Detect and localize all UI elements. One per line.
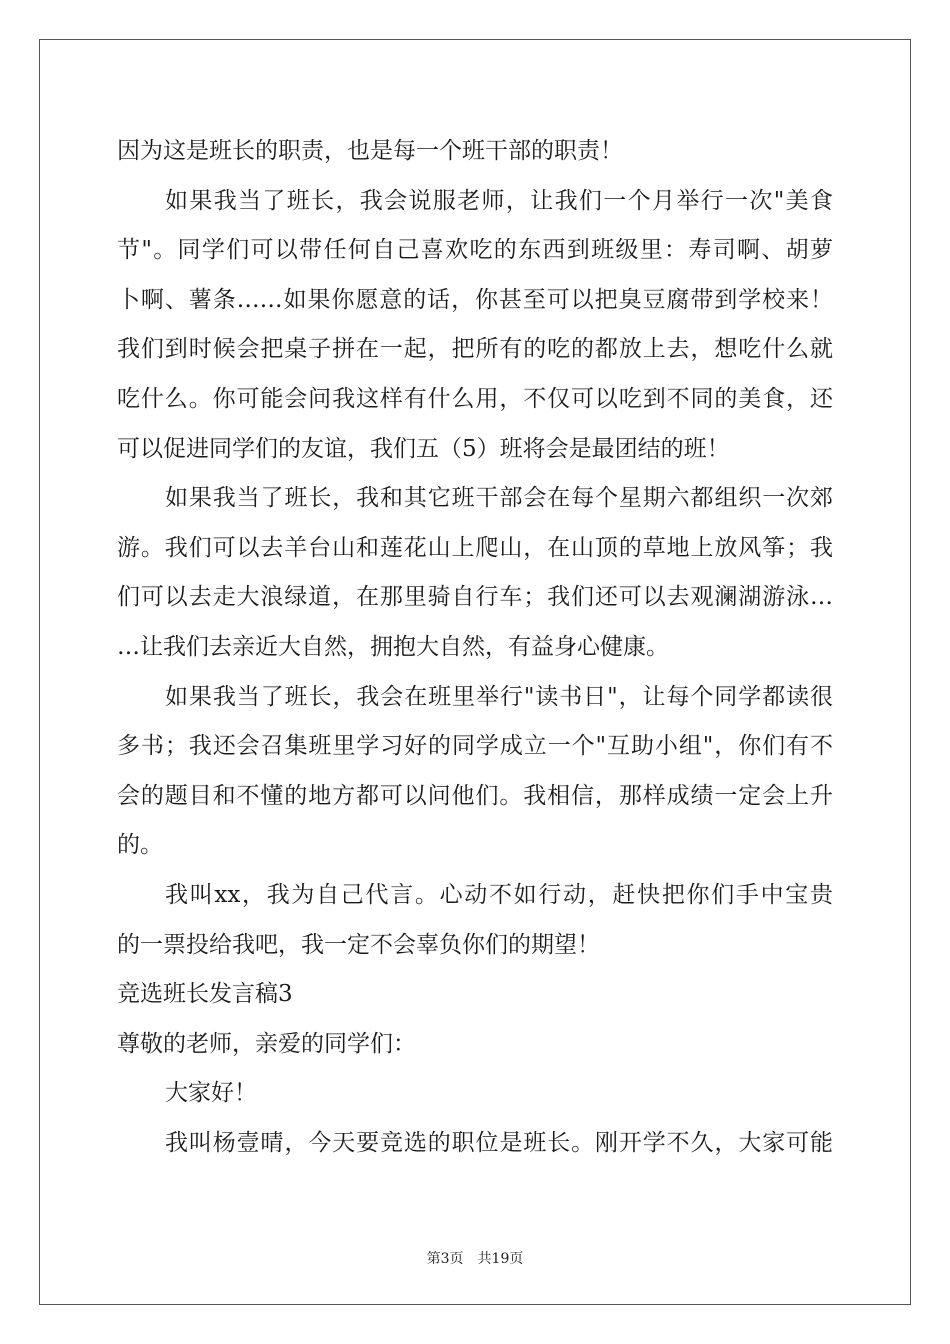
text-line: 竞选班长发言稿3 bbox=[117, 981, 293, 1008]
text-line: 的一票投给我吧，我一定不会辜负你们的期望！ bbox=[117, 931, 600, 958]
text-line: 们可以去走大浪绿道，在那里骑自行车；我们还可以去观澜湖游泳… bbox=[117, 584, 833, 611]
text-line: 大家好！ bbox=[165, 1080, 257, 1107]
text-line: 可以促进同学们的友谊，我们五（5）班将会是最团结的班！ bbox=[117, 435, 730, 462]
text-line: 的。 bbox=[117, 832, 163, 859]
text-line: 如果我当了班长，我和其它班干部会在每个星期六都组织一次郊 bbox=[165, 485, 833, 512]
text-line: …让我们去亲近大自然，拥抱大自然，有益身心健康。 bbox=[117, 633, 669, 660]
document-body bbox=[117, 127, 833, 1168]
text-line: 吃什么。你可能会问我这样有什么用，不仅可以吃到不同的美食，还 bbox=[117, 385, 833, 412]
text-line: 游。我们可以去羊台山和莲花山上爬山，在山顶的草地上放风筝；我 bbox=[117, 534, 833, 561]
text-line: 尊敬的老师，亲爱的同学们： bbox=[117, 1030, 416, 1057]
text-line: 会的题目和不懂的地方都可以问他们。我相信，那样成绩一定会上升 bbox=[117, 782, 833, 809]
text-line: 我叫杨壹晴，今天要竞选的职位是班长。刚开学不久，大家可能 bbox=[165, 1129, 833, 1156]
page-number-footer: 第3页 共19页 bbox=[426, 1251, 524, 1267]
text-line: 如果我当了班长，我会在班里举行"读书日"，让每个同学都读很 bbox=[165, 683, 833, 710]
text-line: 多书；我还会召集班里学习好的同学成立一个"互助小组"，你们有不 bbox=[117, 733, 833, 760]
text-line: 我们到时候会把桌子拼在一起，把所有的吃的都放上去，想吃什么就 bbox=[117, 336, 833, 363]
text-line: 节"。同学们可以带任何自己喜欢吃的东西到班级里：寿司啊、胡萝 bbox=[117, 237, 833, 264]
text-line: 我叫xx，我为自己代言。心动不如行动，赶快把你们手中宝贵 bbox=[165, 881, 833, 908]
text-line: 因为这是班长的职责，也是每一个班干部的职责！ bbox=[117, 138, 623, 164]
text-line: 如果我当了班长，我会说服老师，让我们一个月举行一次"美食 bbox=[165, 187, 833, 214]
text-line: 卜啊、薯条……如果你愿意的话，你甚至可以把臭豆腐带到学校来！ bbox=[117, 286, 833, 313]
